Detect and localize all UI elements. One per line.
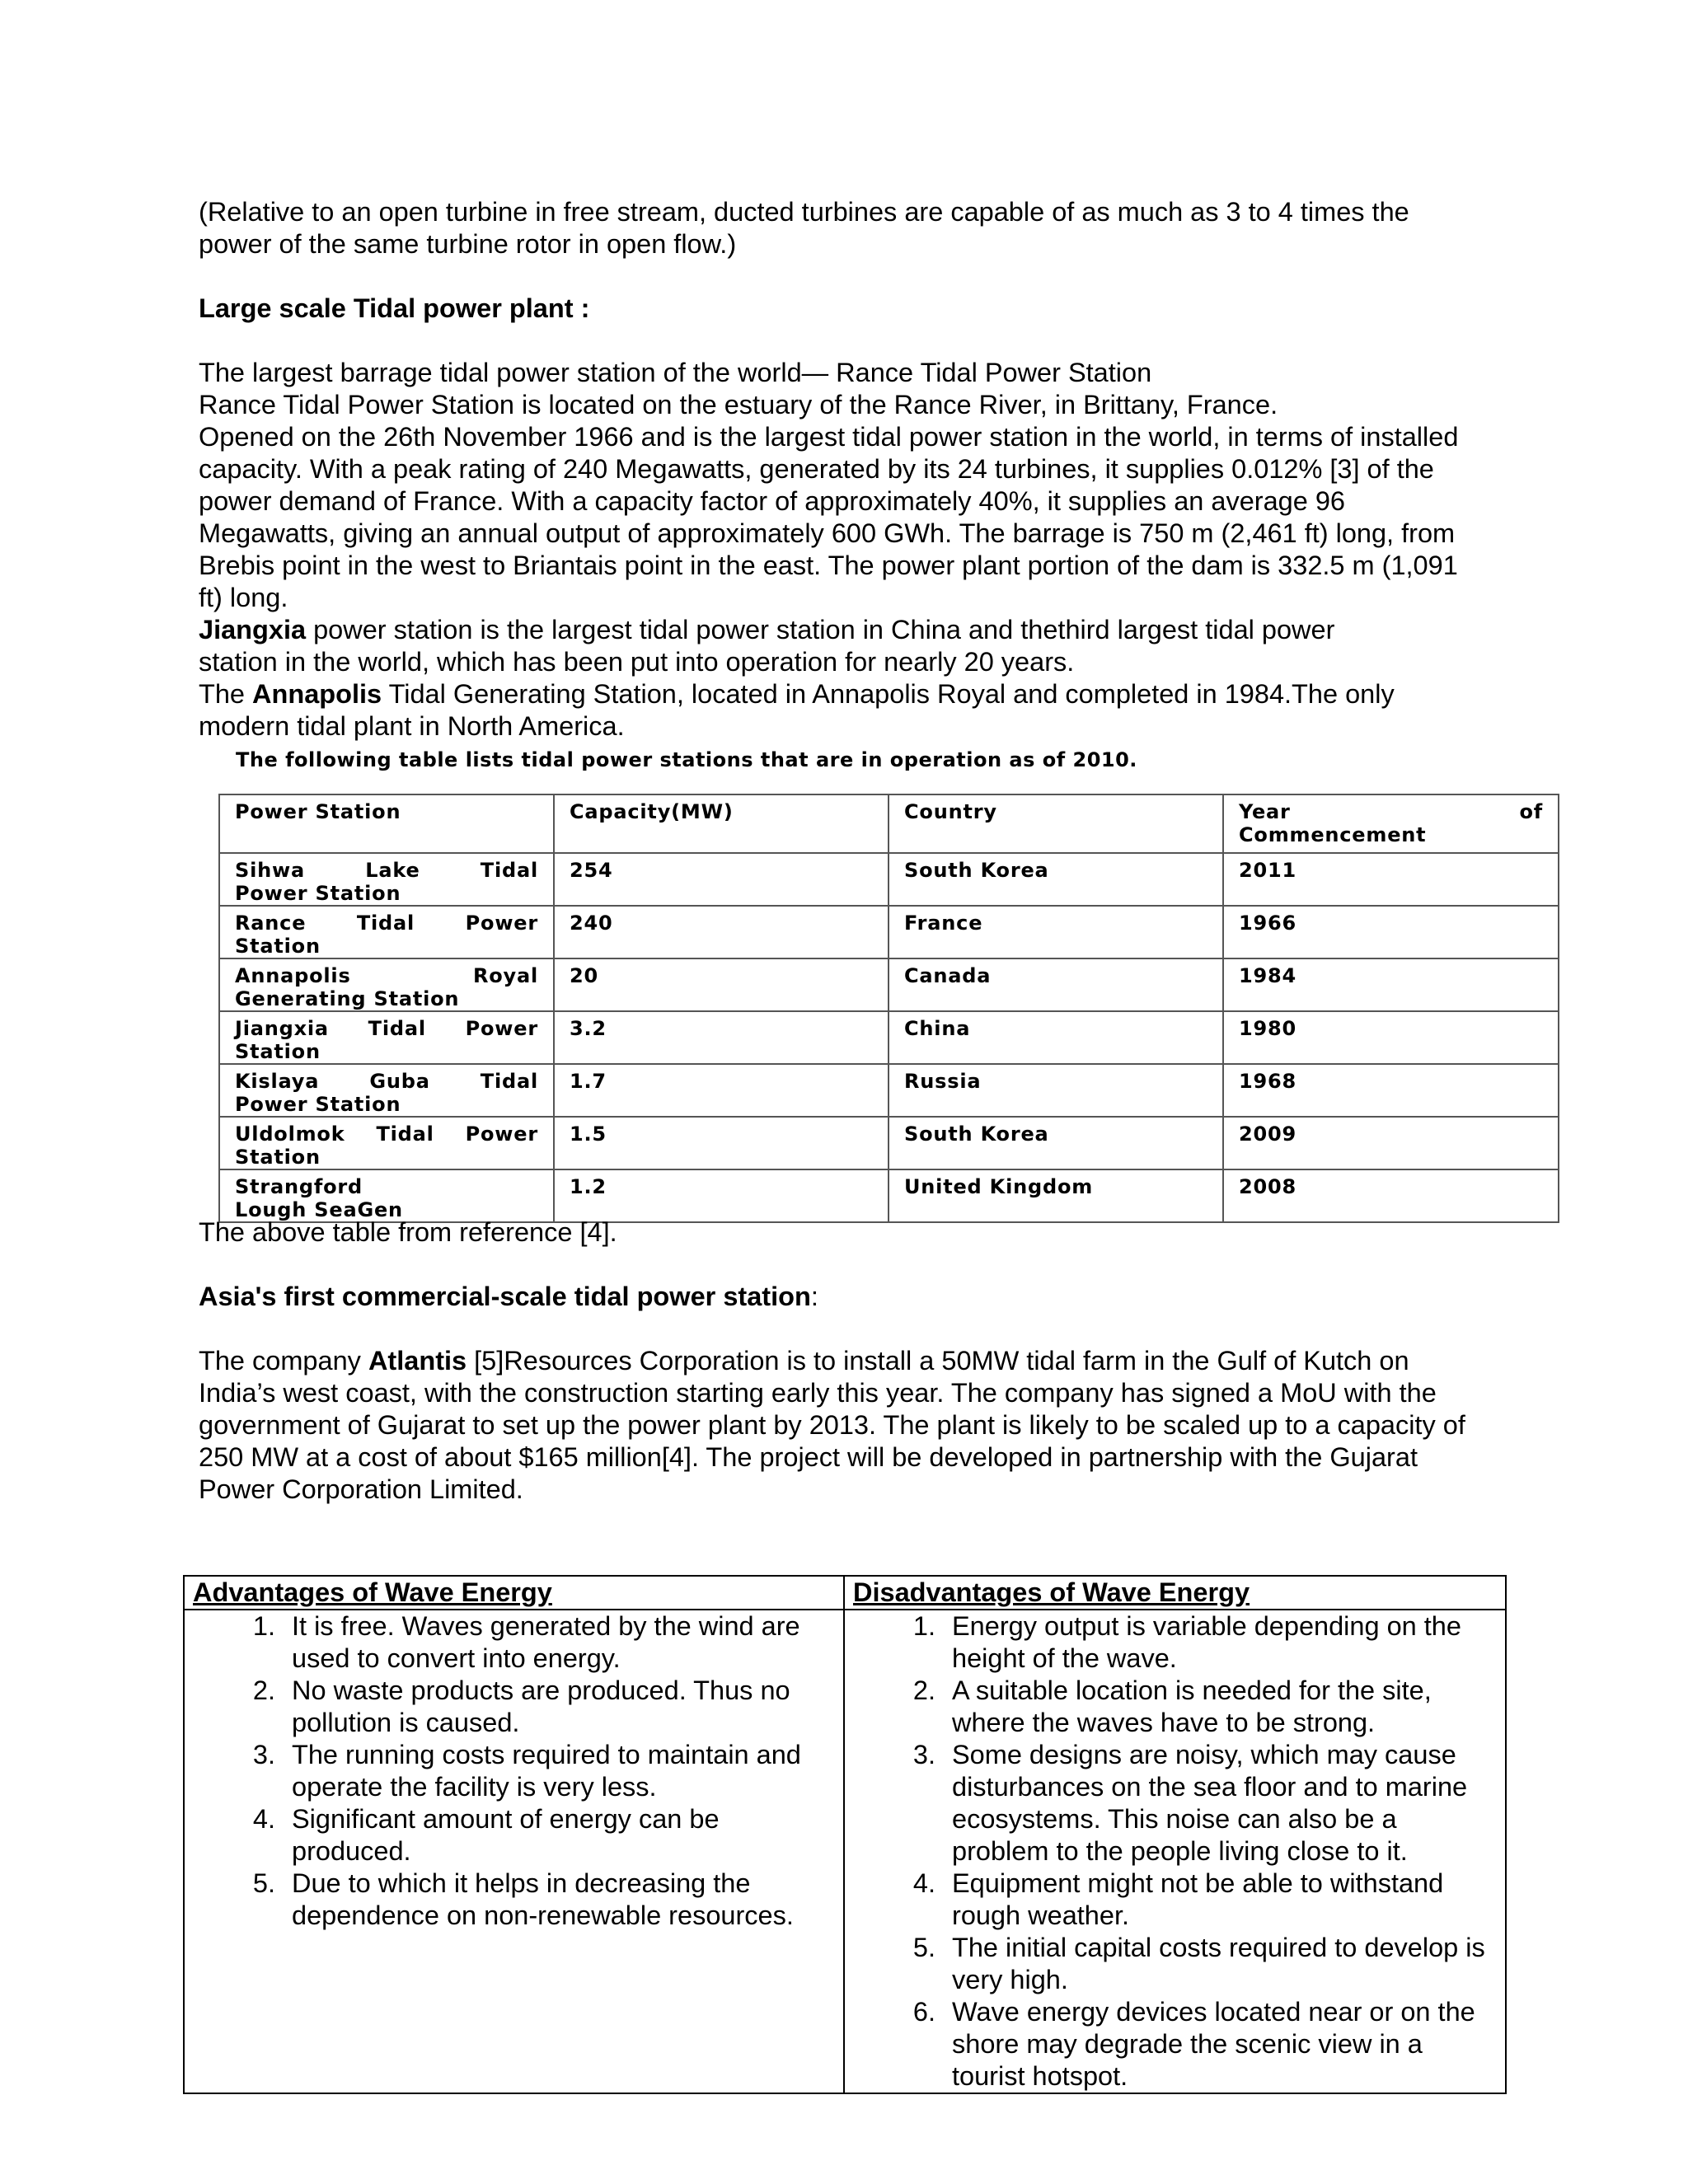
- rance-paragraph: Opened on the 26th November 1966 and is the largest tidal power station in the world, in terms of installed capacity. With a peak rating of 240 Megawatts, generated by its 24 turbines, it supplies 0.012% [3] of the power demand of France. With a capacity factor of approximately 40%, it supplies an average 96 Megawatts, giving an annual output of approximately 600 GWh. The barrage is 750 m (2,461 ft) long, from Brebis point in the west to Briantais point in the east. The power plant portion of the dam is 332.5 m (1,091 ft) long.: [199, 422, 1459, 612]
- station-name-line1: Sihwa Lake Tidal: [235, 859, 538, 882]
- list-number: 1.: [252, 1611, 275, 1641]
- table-row: [219, 1169, 1559, 1222]
- list-number: 1.: [912, 1611, 935, 1641]
- disadvantages-list: [853, 1610, 1497, 2093]
- list-item: [853, 1675, 1497, 1739]
- annapolis-name: Annapolis: [252, 679, 382, 709]
- list-item: [193, 1739, 835, 1803]
- station-name-line1: Annapolis Royal: [235, 964, 538, 987]
- list-number: 4.: [912, 1868, 935, 1898]
- list-text: Significant amount of energy can be produced.: [292, 1804, 720, 1866]
- station-name-line2: Station: [235, 935, 321, 958]
- table-row: [219, 1011, 1559, 1064]
- advantages-list: [193, 1610, 835, 1932]
- atlantis-prefix: The company: [199, 1346, 368, 1376]
- atlantis-paragraph: [199, 1345, 1489, 1506]
- station-year: 1966: [1223, 906, 1559, 958]
- station-capacity: 240: [554, 906, 889, 958]
- page-body: [199, 196, 1517, 774]
- atlantis-text: [5]Resources Corporation is to install a 50MW tidal farm in the Gulf of Kutch on India’s west coast, with the construction starting early this year. The company has signed a MoU with the government of Gujarat to set up the power plant by 2013. The plant is likely to be scaled up to a capacity of 250 MW at a cost of about $165 million[4]. The project will be developed in partnership with the Gujarat Power Corporation Limited.: [199, 1346, 1465, 1504]
- station-name: [219, 1064, 554, 1117]
- station-name: [219, 1117, 554, 1169]
- disadvantages-header: Disadvantages of Wave Energy: [844, 1576, 1506, 1610]
- list-item: [853, 1610, 1497, 1675]
- advantages-header: Advantages of Wave Energy: [184, 1576, 844, 1610]
- station-name-line1: Uldolmok Tidal Power: [235, 1122, 538, 1146]
- table-row: [219, 958, 1559, 1011]
- station-year: 2011: [1223, 853, 1559, 906]
- table-caption: The following table lists tidal power stations that are in operation as of 2010.: [236, 748, 1137, 771]
- list-text: Equipment might not be able to withstand rough weather.: [952, 1868, 1444, 1930]
- asia-heading-colon: :: [810, 1282, 818, 1311]
- asia-heading-text: Asia's first commercial-scale tidal power station: [199, 1282, 811, 1311]
- station-country: Russia: [889, 1064, 1223, 1117]
- header-power-station: Power Station: [219, 794, 554, 853]
- station-name-line2: Lough SeaGen: [235, 1198, 403, 1221]
- station-year: 1980: [1223, 1011, 1559, 1064]
- table-row: [219, 853, 1559, 906]
- atlantis-name: Atlantis: [368, 1346, 467, 1376]
- table-header-row: [219, 794, 1559, 853]
- list-number: 5.: [912, 1933, 935, 1962]
- header-year: [1223, 794, 1559, 853]
- header-of-word: of: [1519, 800, 1543, 823]
- rance-line-1: The largest barrage tidal power station of the world— Rance Tidal Power Station: [199, 358, 1152, 387]
- list-item: [193, 1803, 835, 1868]
- list-text: A suitable location is needed for the site, where the waves have to be strong.: [952, 1675, 1432, 1737]
- annapolis-paragraph: [199, 678, 1460, 743]
- station-name: [219, 1169, 554, 1222]
- list-text: No waste products are produced. Thus no pollution is caused.: [292, 1675, 790, 1737]
- station-name-line2: Station: [235, 1040, 321, 1063]
- station-country: United Kingdom: [889, 1169, 1223, 1222]
- station-name: [219, 958, 554, 1011]
- list-text: The initial capital costs required to develop is very high.: [952, 1933, 1485, 1994]
- station-capacity: 3.2: [554, 1011, 889, 1064]
- list-text: Wave energy devices located near or on the shore may degrade the scenic view in a tourist hotspot.: [952, 1997, 1475, 2091]
- station-name-line2: Power Station: [235, 1093, 401, 1116]
- list-item: [853, 1739, 1497, 1868]
- section-heading-large-scale: Large scale Tidal power plant :: [199, 293, 590, 323]
- station-capacity: 1.2: [554, 1169, 889, 1222]
- station-name-line1: Rance Tidal Power: [235, 912, 538, 935]
- station-capacity: 254: [554, 853, 889, 906]
- list-number: 4.: [252, 1804, 275, 1834]
- list-text: It is free. Waves generated by the wind are used to convert into energy.: [292, 1611, 800, 1673]
- header-country: Country: [889, 794, 1223, 853]
- station-name: [219, 853, 554, 906]
- header-year-word: Year: [1239, 800, 1291, 823]
- station-year: 1984: [1223, 958, 1559, 1011]
- list-item: [853, 1868, 1497, 1932]
- list-item: [193, 1610, 835, 1675]
- station-name-line1: Strangford: [235, 1175, 363, 1198]
- list-text: Due to which it helps in decreasing the dependence on non-renewable resources.: [292, 1868, 794, 1930]
- station-year: 2008: [1223, 1169, 1559, 1222]
- list-text: Energy output is variable depending on the height of the wave.: [952, 1611, 1461, 1673]
- station-country: China: [889, 1011, 1223, 1064]
- list-number: 3.: [252, 1740, 275, 1769]
- section-heading-asia: [199, 1281, 1517, 1313]
- header-capacity: Capacity(MW): [554, 794, 889, 853]
- jiangxia-name: Jiangxia: [199, 615, 307, 644]
- wave-energy-table: [183, 1575, 1507, 2094]
- table-reference: The above table from reference [4].: [199, 1217, 617, 1247]
- advantages-cell: [184, 1610, 844, 2093]
- list-text: Some designs are noisy, which may cause disturbances on the sea floor and to marine ecosystems. This noise can also be a problem to the people living close to it.: [952, 1740, 1468, 1866]
- list-number: 5.: [252, 1868, 275, 1898]
- station-country: France: [889, 906, 1223, 958]
- station-year: 1968: [1223, 1064, 1559, 1117]
- list-text: The running costs required to maintain and operate the facility is very less.: [292, 1740, 801, 1802]
- header-commencement-word: Commencement: [1239, 823, 1427, 846]
- station-country: South Korea: [889, 1117, 1223, 1169]
- list-item: [853, 1996, 1497, 2093]
- station-name: [219, 1011, 554, 1064]
- list-number: 3.: [912, 1740, 935, 1769]
- table-row: [219, 1117, 1559, 1169]
- station-capacity: 1.7: [554, 1064, 889, 1117]
- list-number: 6.: [912, 1997, 935, 2027]
- tidal-stations-table: [218, 794, 1559, 1223]
- list-item: [193, 1868, 835, 1932]
- list-number: 2.: [252, 1675, 275, 1705]
- after-table-section: [199, 1216, 1517, 1506]
- station-year: 2009: [1223, 1117, 1559, 1169]
- station-name: [219, 906, 554, 958]
- intro-paragraph: (Relative to an open turbine in free stream, ducted turbines are capable of as much as 3 to 4 times the power of the same turbine rotor in open flow.): [199, 197, 1409, 259]
- table-row: [219, 906, 1559, 958]
- station-name-line1: Jiangxia Tidal Power: [235, 1017, 538, 1040]
- jiangxia-text: power station is the largest tidal power station in China and thethird largest tidal power station in the world, which has been put into operation for nearly 20 years.: [199, 615, 1335, 677]
- station-name-line2: Station: [235, 1146, 321, 1169]
- annapolis-prefix: The: [199, 679, 253, 709]
- station-name-line2: Generating Station: [235, 987, 460, 1010]
- station-capacity: 1.5: [554, 1117, 889, 1169]
- station-name-line1: Kislaya Guba Tidal: [235, 1070, 538, 1093]
- station-country: South Korea: [889, 853, 1223, 906]
- station-capacity: 20: [554, 958, 889, 1011]
- annapolis-text: Tidal Generating Station, located in Annapolis Royal and completed in 1984.The only modern tidal plant in North America.: [199, 679, 1395, 741]
- wave-table-header-row: [184, 1576, 1506, 1610]
- list-number: 2.: [912, 1675, 935, 1705]
- jiangxia-paragraph: [199, 614, 1418, 678]
- station-name-line2: Power Station: [235, 882, 401, 905]
- list-item: [853, 1932, 1497, 1996]
- list-item: [193, 1675, 835, 1739]
- disadvantages-cell: [844, 1610, 1506, 2093]
- station-country: Canada: [889, 958, 1223, 1011]
- wave-table-body-row: [184, 1610, 1506, 2093]
- table-row: [219, 1064, 1559, 1117]
- rance-line-2: Rance Tidal Power Station is located on the estuary of the Rance River, in Brittany, France.: [199, 390, 1278, 419]
